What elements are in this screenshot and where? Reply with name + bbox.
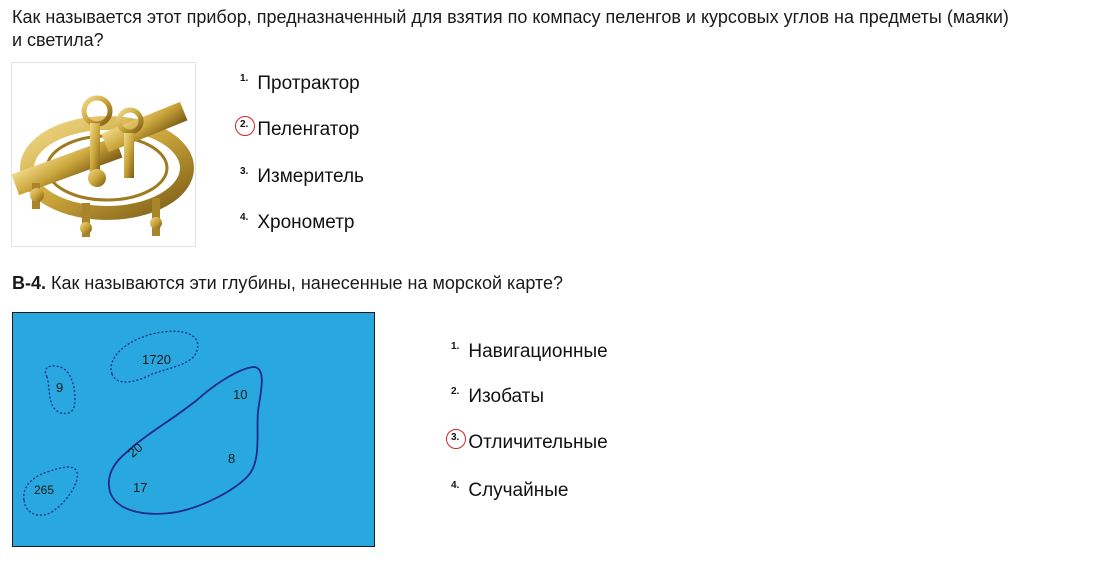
q2-option-3-label: Отличительные [468,432,608,453]
q1-option-3-label: Измеритель [257,166,364,187]
depth-1720: 1720 [142,352,171,367]
q1-option-2[interactable] [240,117,359,143]
q2-option-3[interactable] [451,430,608,456]
depth-17: 17 [133,480,148,495]
q1-option-4-number: 4. [240,212,249,223]
question-2-text: Как называются эти глубины, нанесенные на морской карте? [51,273,564,293]
q1-option-4[interactable] [240,210,354,236]
nautical-chart [12,312,375,547]
depth-8: 8 [228,451,236,466]
pelorus-instrument-icon [12,63,195,246]
pelorus-photo [12,63,195,246]
q1-option-1-number: 1. [240,73,249,84]
q2-option-2-label: Изобаты [468,386,545,407]
q1-option-1[interactable] [240,71,360,97]
depth-20: 20 [124,439,146,461]
q2-option-2[interactable] [451,384,544,410]
q2-option-1[interactable] [451,339,608,365]
question-1-title: Как называется этот прибор, предназначенный для взятия по компасу пеленгов и курсовых углов на предметы (маяки) и светила? [12,7,1009,50]
q2-option-3-number: 3. [451,430,459,446]
q2-option-2-number: 2. [451,386,460,397]
depth-10: 10 [233,387,248,402]
depth-9: 9 [56,380,64,395]
q2-option-1-number: 1. [451,341,460,352]
question-2-code: В-4. [12,273,47,293]
question-2-title [12,271,563,295]
q2-option-1-label: Навигационные [468,341,608,362]
q1-option-3-number: 3. [240,166,249,177]
q1-option-4-label: Хронометр [257,212,355,233]
q1-option-2-label: Пеленгатор [257,119,360,140]
q2-option-4[interactable] [451,478,568,504]
depth-265: 265 [34,483,55,497]
q1-option-1-label: Протрактор [257,73,360,94]
q1-option-2-number: 2. [240,117,248,133]
q2-option-4-label: Случайные [468,480,569,501]
q2-option-4-number: 4. [451,480,460,491]
q1-option-3[interactable] [240,164,364,190]
